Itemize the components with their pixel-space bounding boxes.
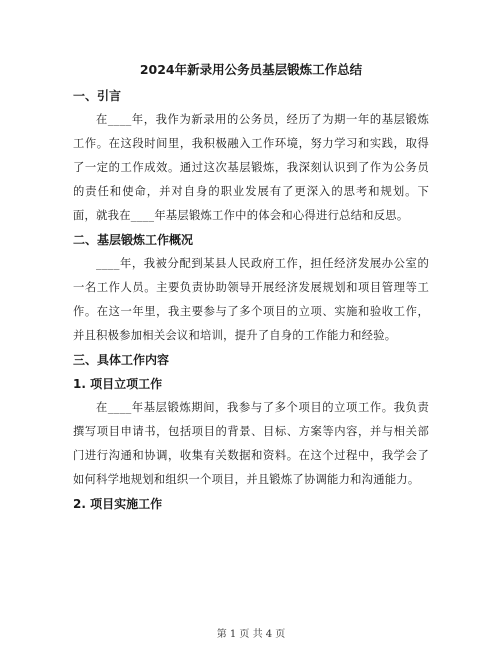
subsection-heading-project-implementation: 2. 项目实施工作 [73,497,163,511]
page-footer: 第 1 页 共 4 页 [216,629,286,640]
document-body [73,84,429,516]
section-heading-details: 三、具体工作内容 [73,353,170,367]
section-paragraph-overview: ____年，我被分配到某县人民政府工作，担任经济发展办公室的一名工作人员。主要负责协助领导开展经济发展规划和项目管理等工作。在这一年里，我主要参与了多个项目的立项、实施和验收工作，并且积极参加相关会议和培训，提升了自身的工作能力和经验。 [73,257,429,342]
section-paragraph-intro: 在____年，我作为新录用的公务员，经历了为期一年的基层锻炼工作。在这段时间里，我积极融入工作环境，努力学习和实践，取得了一定的工作成效。通过这次基层锻炼，我深刻认识到了作为公务员的责任和使命，并对自身的职业发展有了更深入的思考和规划。下面，就我在____年基层锻炼工作中的体会和心得进行总结和反思。 [73,113,429,222]
subsection-paragraph-project-initiation: 在____年基层锻炼期间，我参与了多个项目的立项工作。我负责撰写项目申请书，包括项目的背景、目标、方案等内容，并与相关部门进行沟通和协调，收集有关数据和资料。在这个过程中，我学会了如何科学地规划和组织一个项目，并且锻炼了协调能力和沟通能力。 [73,401,429,486]
document-title: 2024年新录用公务员基层锻炼工作总结 [139,62,363,77]
section-heading-overview: 二、基层锻炼工作概况 [73,233,194,247]
subsection-heading-project-initiation: 1. 项目立项工作 [73,377,163,391]
section-heading-intro: 一、引言 [73,89,122,103]
